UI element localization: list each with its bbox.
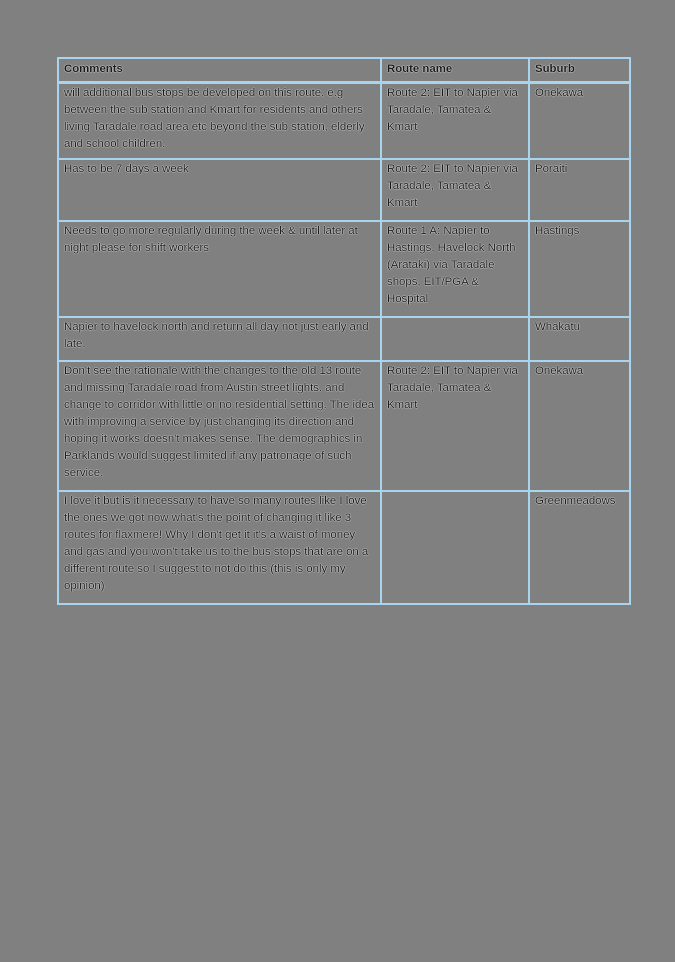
suburb-cell: Greenmeadows [529, 491, 630, 604]
suburb-cell: Onekawa [529, 83, 630, 160]
table-row [58, 317, 630, 361]
comment-cell: I love it but is it necessary to have so many routes like I love the ones we got now what's the point of changing it like 3 routes for flaxmere! Why I don't get it it's a waist of money and gas and you won't take us to the bus stops that are on a different route so I suggest to not do this (this is only my opinion) [58, 491, 381, 604]
comment-cell: will additional bus stops be developed on this route. e.g between the sub station and Kmart for residents and others living Taradale road area etc beyond the sub station, elderly and school children. [58, 83, 381, 160]
route-cell: Route 2: EIT to Napier via Taradale, Tamatea & Kmart [381, 83, 529, 160]
comment-cell: Don't see the rationale with the changes to the old 13 route and missing Taradale road from Austin street lights. and change to corridor with little or no residential setting. The idea with improving a service by just changing its direction and hoping it works doesn't makes sense. The demographics in Parklands would suggest limited if any patronage of such service. [58, 361, 381, 491]
comment-cell: Has to be 7 days a week [58, 159, 381, 221]
header-comments: Comments [58, 58, 381, 83]
route-cell [381, 317, 529, 361]
suburb-cell: Onekawa [529, 361, 630, 491]
suburb-cell: Whakatu [529, 317, 630, 361]
table-row [58, 83, 630, 160]
suburb-cell: Hastings [529, 221, 630, 317]
table-row [58, 159, 630, 221]
route-cell [381, 491, 529, 604]
table-row [58, 221, 630, 317]
route-cell: Route 2: EIT to Napier via Taradale, Tamatea & Kmart [381, 361, 529, 491]
header-suburb: Suburb [529, 58, 630, 83]
route-cell: Route 2: EIT to Napier via Taradale, Tamatea & Kmart [381, 159, 529, 221]
route-cell: Route 1 A: Napier to Hastings, Havelock North (Arataki) via Taradale shops, EIT/PGA & Hospital [381, 221, 529, 317]
header-route-name: Route name [381, 58, 529, 83]
table-header-row [58, 58, 630, 83]
feedback-table [57, 57, 631, 605]
table-row [58, 361, 630, 491]
comment-cell: Needs to go more regularly during the week & until later at night please for shift workers [58, 221, 381, 317]
suburb-cell: Poraiti [529, 159, 630, 221]
comment-cell: Napier to havelock north and return all day not just early and late. [58, 317, 381, 361]
table-row [58, 491, 630, 604]
